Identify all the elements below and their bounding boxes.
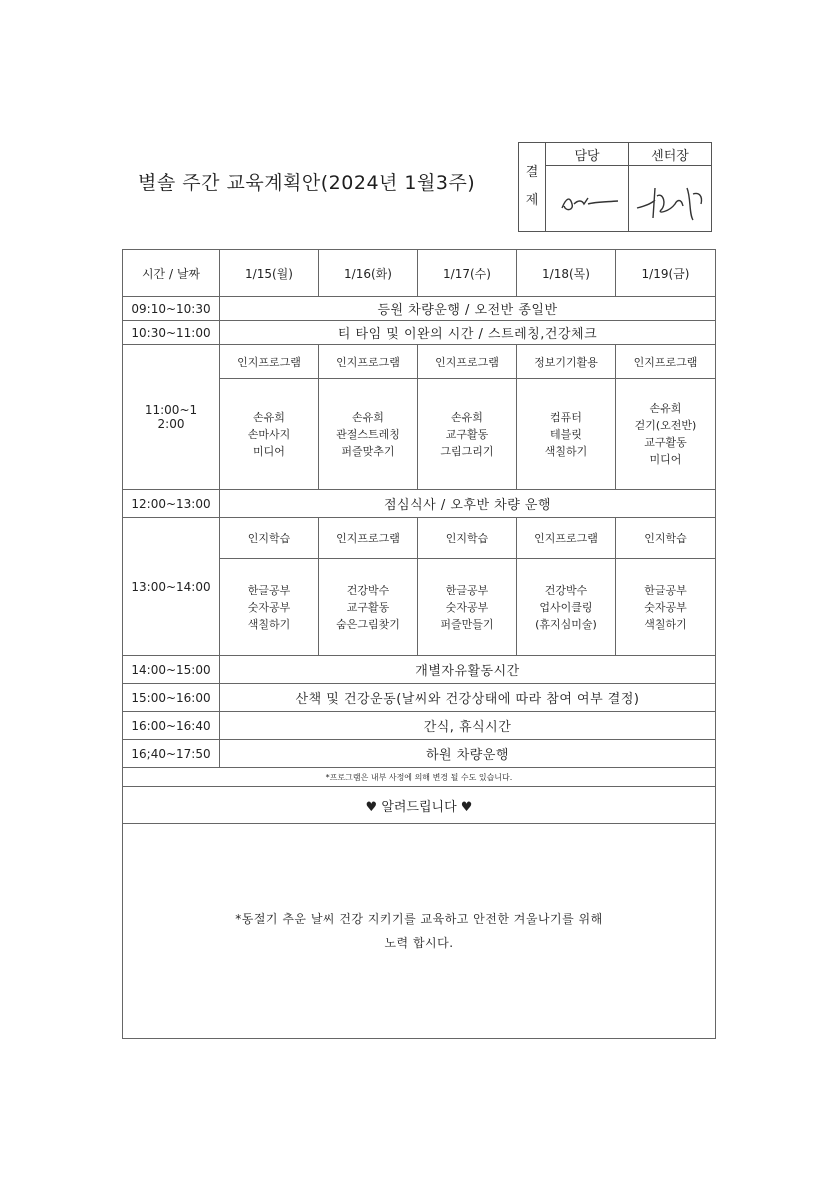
day-header: 1/18(목) bbox=[517, 250, 616, 297]
notice-body-row bbox=[123, 824, 716, 1039]
activity-item: 걷기(오전반) bbox=[634, 419, 697, 432]
activity-item: 숨은그림찾기 bbox=[336, 617, 400, 631]
activity-item: 업사이클링 bbox=[539, 600, 593, 614]
activity-item: 한글공부 bbox=[247, 583, 291, 597]
program-title: 인지프로그램 bbox=[616, 345, 716, 379]
schedule-row bbox=[123, 684, 716, 712]
activity: 간식, 휴식시간 bbox=[220, 712, 716, 740]
activity-item: 색칠하기 bbox=[544, 444, 588, 458]
activity: 산책 및 건강운동(날씨와 건강상태에 따라 참여 여부 결정) bbox=[220, 684, 716, 712]
weekly-schedule-table bbox=[122, 249, 716, 1039]
schedule-row bbox=[123, 345, 716, 379]
activity-item: 손유희 bbox=[253, 410, 285, 424]
activity-item: 건강박수 bbox=[346, 583, 390, 597]
program-activities bbox=[616, 559, 716, 656]
time-slot: 10:30~11:00 bbox=[123, 321, 220, 345]
program-title: 인지프로그램 bbox=[517, 518, 616, 559]
director-signature-mark bbox=[631, 174, 709, 224]
time-slot: 14:00~15:00 bbox=[123, 656, 220, 684]
activity-item: 교구활동 bbox=[644, 436, 687, 449]
program-title: 정보기기활용 bbox=[517, 345, 616, 379]
program-activities bbox=[616, 379, 716, 490]
staff-signature bbox=[546, 166, 629, 232]
activity-item: 손마사지 bbox=[247, 427, 291, 441]
header-row bbox=[123, 250, 716, 297]
time-slot: 09:10~10:30 bbox=[123, 297, 220, 321]
activity: 점심식사 / 오후반 차량 운행 bbox=[220, 490, 716, 518]
program-title: 인지프로그램 bbox=[220, 345, 319, 379]
footnote-row bbox=[123, 768, 716, 787]
approval-label-bottom: 제 bbox=[525, 193, 539, 208]
schedule-row bbox=[123, 740, 716, 768]
time-date-header: 시간 / 날짜 bbox=[123, 250, 220, 297]
activity-item: 교구활동 bbox=[445, 427, 489, 441]
director-signature bbox=[629, 166, 712, 232]
program-activities bbox=[517, 379, 616, 490]
activity-item: 교구활동 bbox=[346, 600, 390, 614]
activity-item: 한글공부 bbox=[644, 583, 687, 597]
program-title: 인지학습 bbox=[220, 518, 319, 559]
approval-label-top: 결 bbox=[525, 165, 539, 180]
time-slot bbox=[123, 345, 220, 490]
approval-label bbox=[519, 143, 546, 232]
notice-heading-row bbox=[123, 787, 716, 824]
activity-item: 컴퓨터 bbox=[550, 410, 582, 424]
activity-item: 숫자공부 bbox=[644, 600, 687, 614]
activity-item: 미디어 bbox=[253, 444, 285, 458]
approval-box bbox=[518, 142, 712, 232]
activity: 등원 차량운행 / 오전반 종일반 bbox=[220, 297, 716, 321]
day-header: 1/15(월) bbox=[220, 250, 319, 297]
program-activities bbox=[418, 559, 517, 656]
activity-item: 손유희 bbox=[649, 402, 682, 415]
time-slot: 16;40~17:50 bbox=[123, 740, 220, 768]
activity: 하원 차량운행 bbox=[220, 740, 716, 768]
time-slot-line: 11:00~1 bbox=[144, 403, 198, 417]
day-header: 1/17(수) bbox=[418, 250, 517, 297]
activity-item: 퍼즐맞추기 bbox=[341, 444, 395, 458]
program-activities bbox=[220, 379, 319, 490]
program-title: 인지학습 bbox=[418, 518, 517, 559]
activity: 티 타임 및 이완의 시간 / 스트레칭,건강체크 bbox=[220, 321, 716, 345]
schedule-row bbox=[123, 490, 716, 518]
footnote: *프로그램은 내부 사정에 의해 변경 될 수도 있습니다. bbox=[123, 768, 716, 787]
activity-item: 그림그리기 bbox=[440, 444, 494, 458]
program-activities bbox=[418, 379, 517, 490]
page-title: 별솔 주간 교육계획안(2024년 1월3주) bbox=[138, 172, 476, 194]
activity-item: 색칠하기 bbox=[247, 617, 291, 631]
activity-item: 관절스트레칭 bbox=[336, 427, 400, 441]
time-slot: 13:00~14:00 bbox=[123, 518, 220, 656]
program-activities bbox=[319, 379, 418, 490]
approval-col-director: 센터장 bbox=[629, 143, 712, 166]
activity-item: 숫자공부 bbox=[445, 600, 489, 614]
activity-item: 한글공부 bbox=[445, 583, 489, 597]
activity-item: 손유희 bbox=[352, 410, 384, 424]
day-header: 1/16(화) bbox=[319, 250, 418, 297]
time-slot: 12:00~13:00 bbox=[123, 490, 220, 518]
time-slot: 16:00~16:40 bbox=[123, 712, 220, 740]
day-header: 1/19(금) bbox=[616, 250, 716, 297]
schedule-row bbox=[123, 321, 716, 345]
approval-col-staff: 담당 bbox=[546, 143, 629, 166]
notice-line: 노력 합시다. bbox=[384, 936, 454, 950]
activity-item: 퍼즐만들기 bbox=[440, 617, 494, 631]
schedule-row bbox=[123, 712, 716, 740]
activity-item: 건강박수 bbox=[544, 583, 588, 597]
activity-item: 테블릿 bbox=[550, 427, 582, 441]
notice-body bbox=[123, 824, 716, 1039]
activity-item: 미디어 bbox=[649, 453, 682, 466]
staff-signature-mark bbox=[548, 174, 626, 224]
activity-item: (휴지심미술) bbox=[535, 617, 597, 631]
activity-item: 색칠하기 bbox=[644, 617, 687, 631]
notice-heading: ♥ 알려드립니다 ♥ bbox=[123, 787, 716, 824]
schedule-row bbox=[123, 518, 716, 559]
program-title: 인지프로그램 bbox=[319, 345, 418, 379]
program-title: 인지프로그램 bbox=[319, 518, 418, 559]
program-title: 인지프로그램 bbox=[418, 345, 517, 379]
program-activities bbox=[517, 559, 616, 656]
program-activities bbox=[319, 559, 418, 656]
activity-item: 손유희 bbox=[451, 410, 483, 424]
schedule-row bbox=[123, 656, 716, 684]
notice-line: *동절기 추운 날씨 건강 지키기를 교육하고 안전한 겨울나기를 위해 bbox=[235, 912, 603, 926]
time-slot: 15:00~16:00 bbox=[123, 684, 220, 712]
activity: 개별자유활동시간 bbox=[220, 656, 716, 684]
activity-item: 숫자공부 bbox=[247, 600, 291, 614]
time-slot-line: 2:00 bbox=[157, 417, 185, 431]
program-activities bbox=[220, 559, 319, 656]
program-title: 인지학습 bbox=[616, 518, 716, 559]
schedule-row bbox=[123, 297, 716, 321]
